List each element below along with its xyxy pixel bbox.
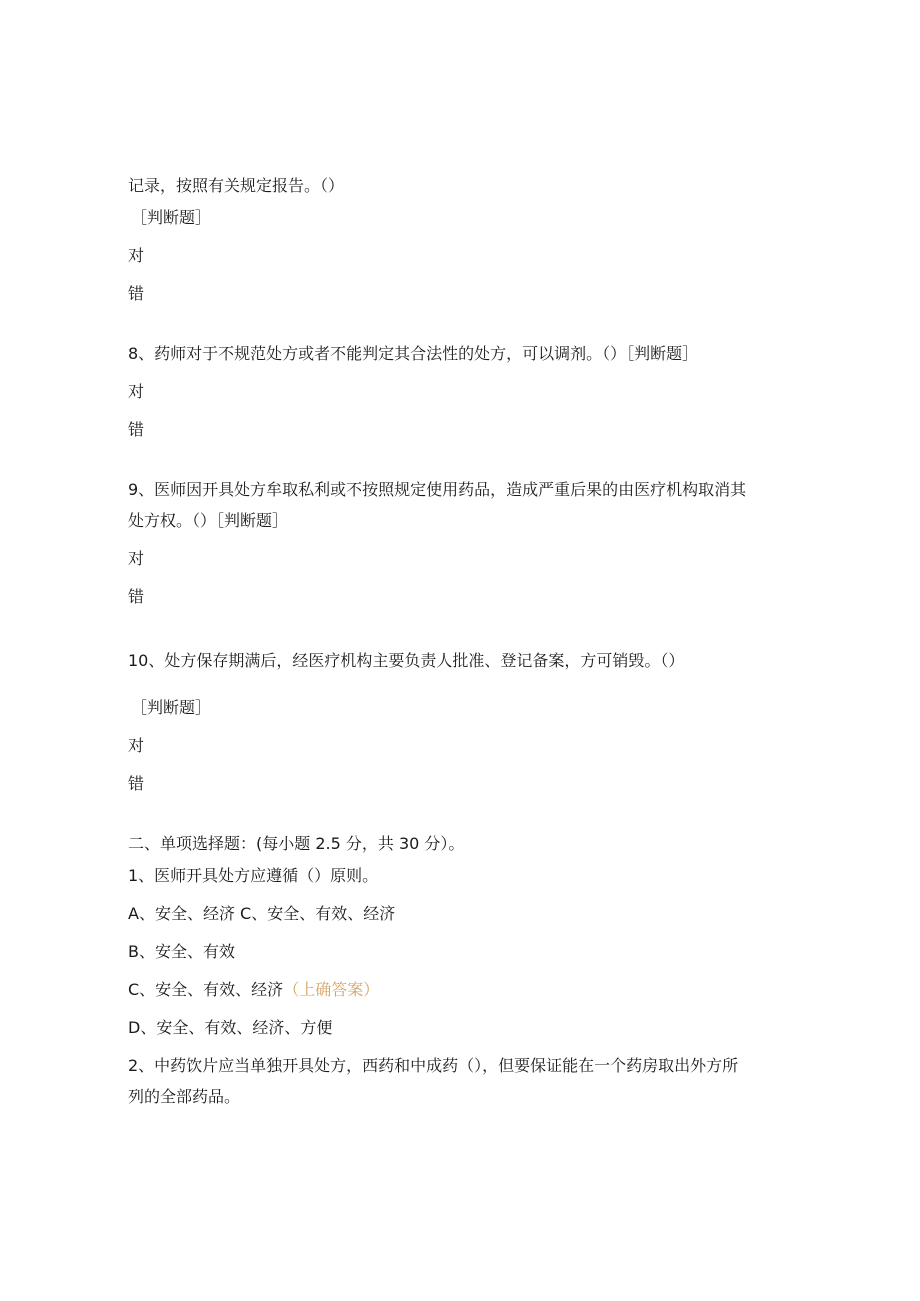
- mc1-option-a: A、安全、经济 C、安全、有效、经济: [128, 904, 396, 923]
- q7-type-tag: ［判断题］: [131, 208, 212, 227]
- mc1-text: 1、医师开具处方应遵循（）原则。: [128, 866, 379, 885]
- mc1-correct-answer-hint: （上确答案）: [283, 980, 380, 999]
- q10-option-false: 错: [128, 774, 145, 793]
- q9-option-true: 对: [128, 549, 145, 568]
- mc1-option-b: B、安全、有效: [128, 942, 235, 961]
- q9-text-line1: 9、医师因开具处方牟取私利或不按照规定使用药品，造成严重后果的由医疗机构取消其: [128, 480, 747, 499]
- mc2-text-line1: 2、中药饮片应当单独开具处方，西药和中成药（），但要保证能在一个药房取出外方所: [128, 1056, 739, 1075]
- q9-option-false: 错: [128, 587, 145, 606]
- q7-option-false: 错: [128, 284, 145, 303]
- mc1-option-c: [128, 980, 379, 1000]
- q8-text: 8、药师对于不规范处方或者不能判定其合法性的处方，可以调剂。（）［判断题］: [128, 344, 699, 363]
- q9-text-line2: 处方权。（）［判断题］: [128, 511, 289, 530]
- mc1-option-c-text: C、安全、有效、经济: [128, 980, 284, 999]
- q10-type-tag: ［判断题］: [131, 698, 212, 717]
- mc2-text-line2: 列的全部药品。: [128, 1087, 241, 1106]
- q10-option-true: 对: [128, 736, 145, 755]
- q8-option-true: 对: [128, 382, 145, 401]
- q7-text: 记录，按照有关规定报告。（）: [128, 176, 345, 195]
- q10-text: 10、处方保存期满后，经医疗机构主要负责人批准、登记备案，方可销毁。（）: [128, 651, 685, 670]
- section2-heading: 二、单项选择题：(每小题 2.5 分，共 30 分）。: [128, 834, 465, 853]
- q8-option-false: 错: [128, 420, 145, 439]
- q7-option-true: 对: [128, 246, 145, 265]
- mc1-option-d: D、安全、有效、经济、方便: [128, 1018, 333, 1037]
